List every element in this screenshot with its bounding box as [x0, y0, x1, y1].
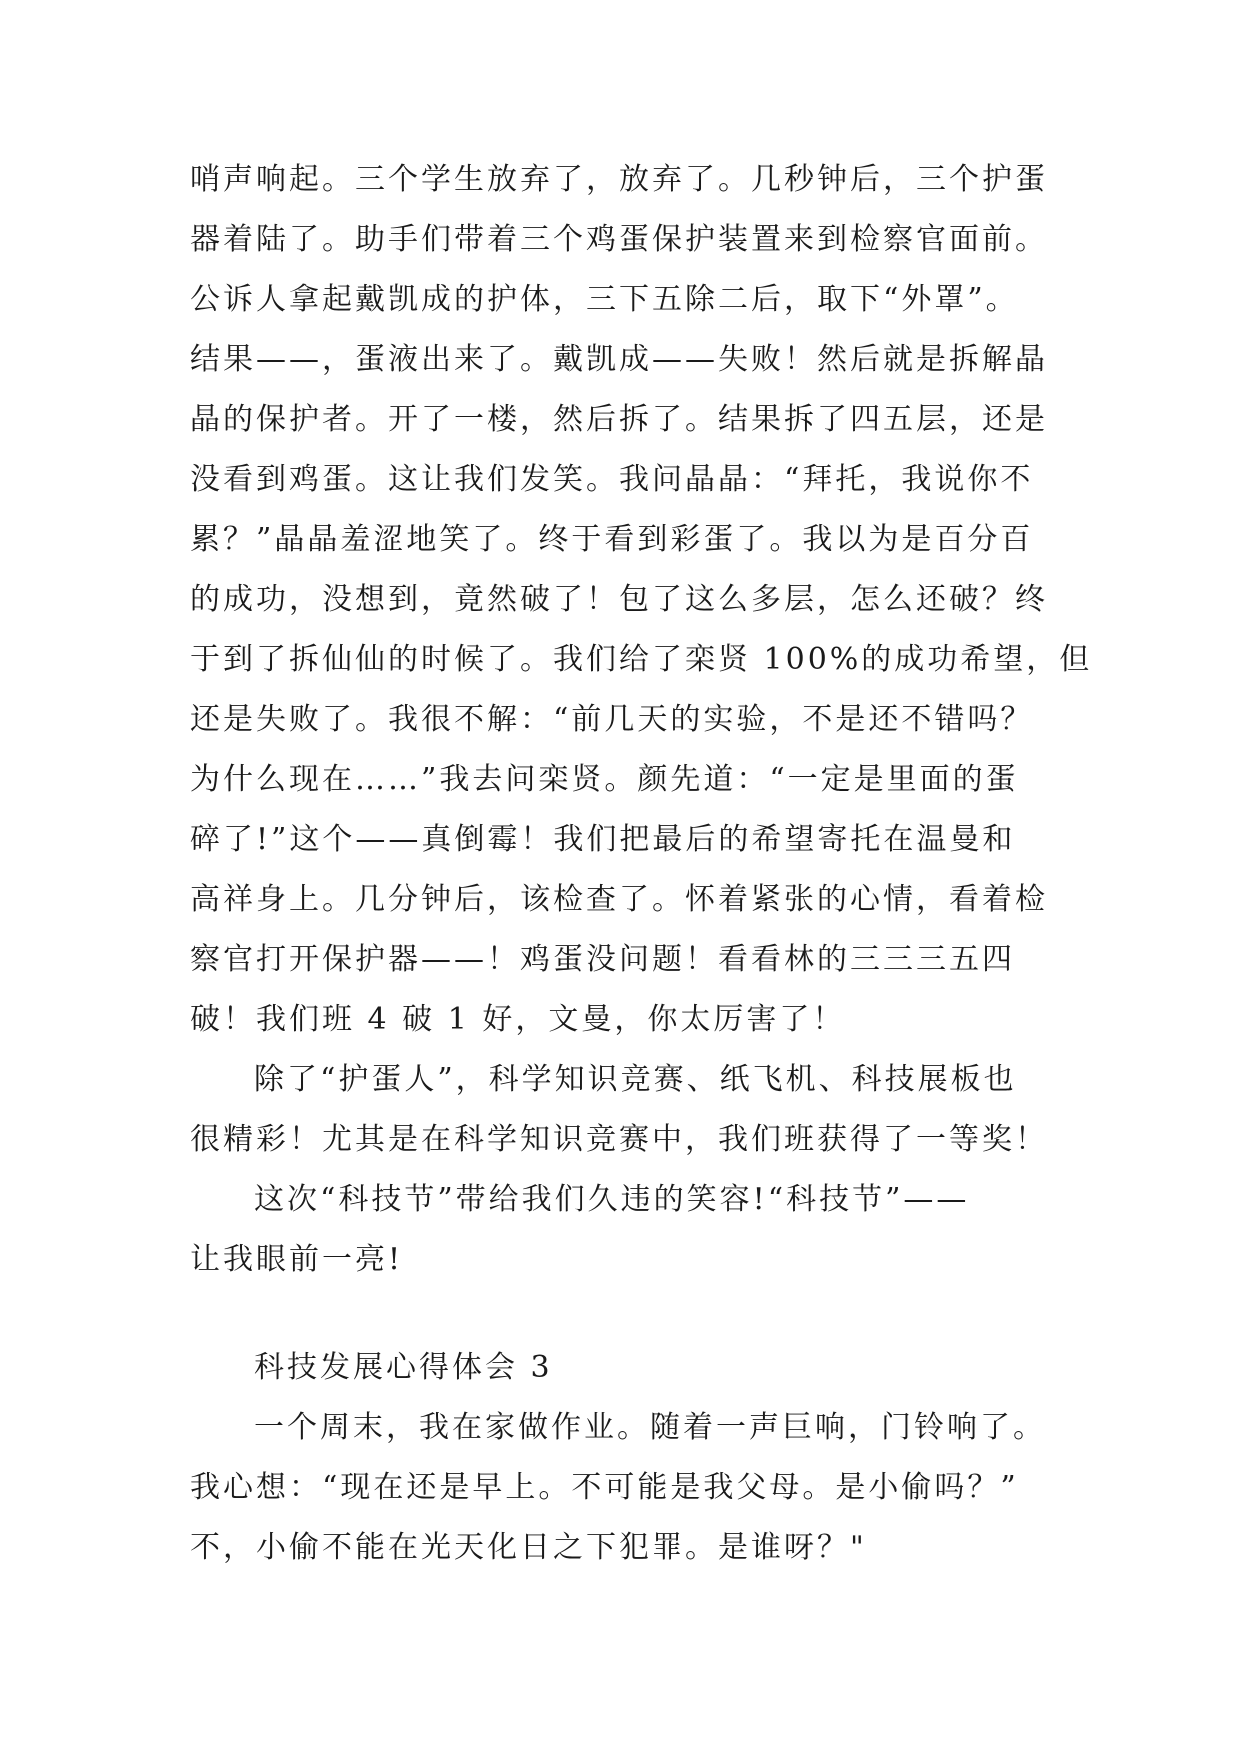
text-line: 我心想：“现在还是早上。不可能是我父母。是小偷吗？”	[190, 1470, 1019, 1505]
paragraph-first-line: 除了“护蛋人”，科学知识竞赛、纸飞机、科技展板也	[254, 1062, 1017, 1097]
text-line: 累？”晶晶羞涩地笑了。终于看到彩蛋了。我以为是百分百	[190, 522, 1034, 557]
paragraph-first-line: 一个周末，我在家做作业。随着一声巨响，门铃响了。	[254, 1410, 1046, 1445]
text-line: 公诉人拿起戴凯成的护体，三下五除二后，取下“外罩”。	[190, 282, 1019, 317]
text-line: 让我眼前一亮!	[190, 1242, 404, 1277]
text-line: 于到了拆仙仙的时候了。我们给了栾贤 100%的成功希望，但	[190, 642, 1093, 677]
text-line: 破！我们班 4 破 1 好，文曼，你太厉害了！	[190, 1002, 846, 1037]
section-heading: 科技发展心得体会 3	[254, 1350, 553, 1385]
paragraph-first-line: 这次“科技节”带给我们久违的笑容!“科技节”——	[254, 1182, 970, 1217]
text-line: 察官打开保护器——！鸡蛋没问题！看看林的三三三五四	[190, 942, 1015, 977]
text-line: 没看到鸡蛋。这让我们发笑。我问晶晶：“拜托，我说你不	[190, 462, 1034, 497]
text-line: 高祥身上。几分钟后，该检查了。怀着紧张的心情，看着检	[190, 882, 1048, 917]
text-line: 碎了!”这个——真倒霉！我们把最后的希望寄托在温曼和	[190, 822, 1016, 857]
text-line: 晶的保护者。开了一楼，然后拆了。结果拆了四五层，还是	[190, 402, 1048, 437]
text-line: 不，小偷不能在光天化日之下犯罪。是谁呀？"	[190, 1530, 867, 1565]
text-line: 很精彩！尤其是在科学知识竞赛中，我们班获得了一等奖！	[190, 1122, 1048, 1157]
text-line: 器着陆了。助手们带着三个鸡蛋保护装置来到检察官面前。	[190, 222, 1048, 257]
text-line: 结果——，蛋液出来了。戴凯成——失败！然后就是拆解晶	[190, 342, 1048, 377]
text-line: 哨声响起。三个学生放弃了，放弃了。几秒钟后，三个护蛋	[190, 162, 1048, 197]
text-line: 为什么现在……”我去问栾贤。颜先道：“一定是里面的蛋	[190, 762, 1019, 797]
text-line: 的成功，没想到，竟然破了！包了这么多层，怎么还破？终	[190, 582, 1048, 617]
text-line: 还是失败了。我很不解：“前几天的实验，不是还不错吗？	[190, 702, 1034, 737]
